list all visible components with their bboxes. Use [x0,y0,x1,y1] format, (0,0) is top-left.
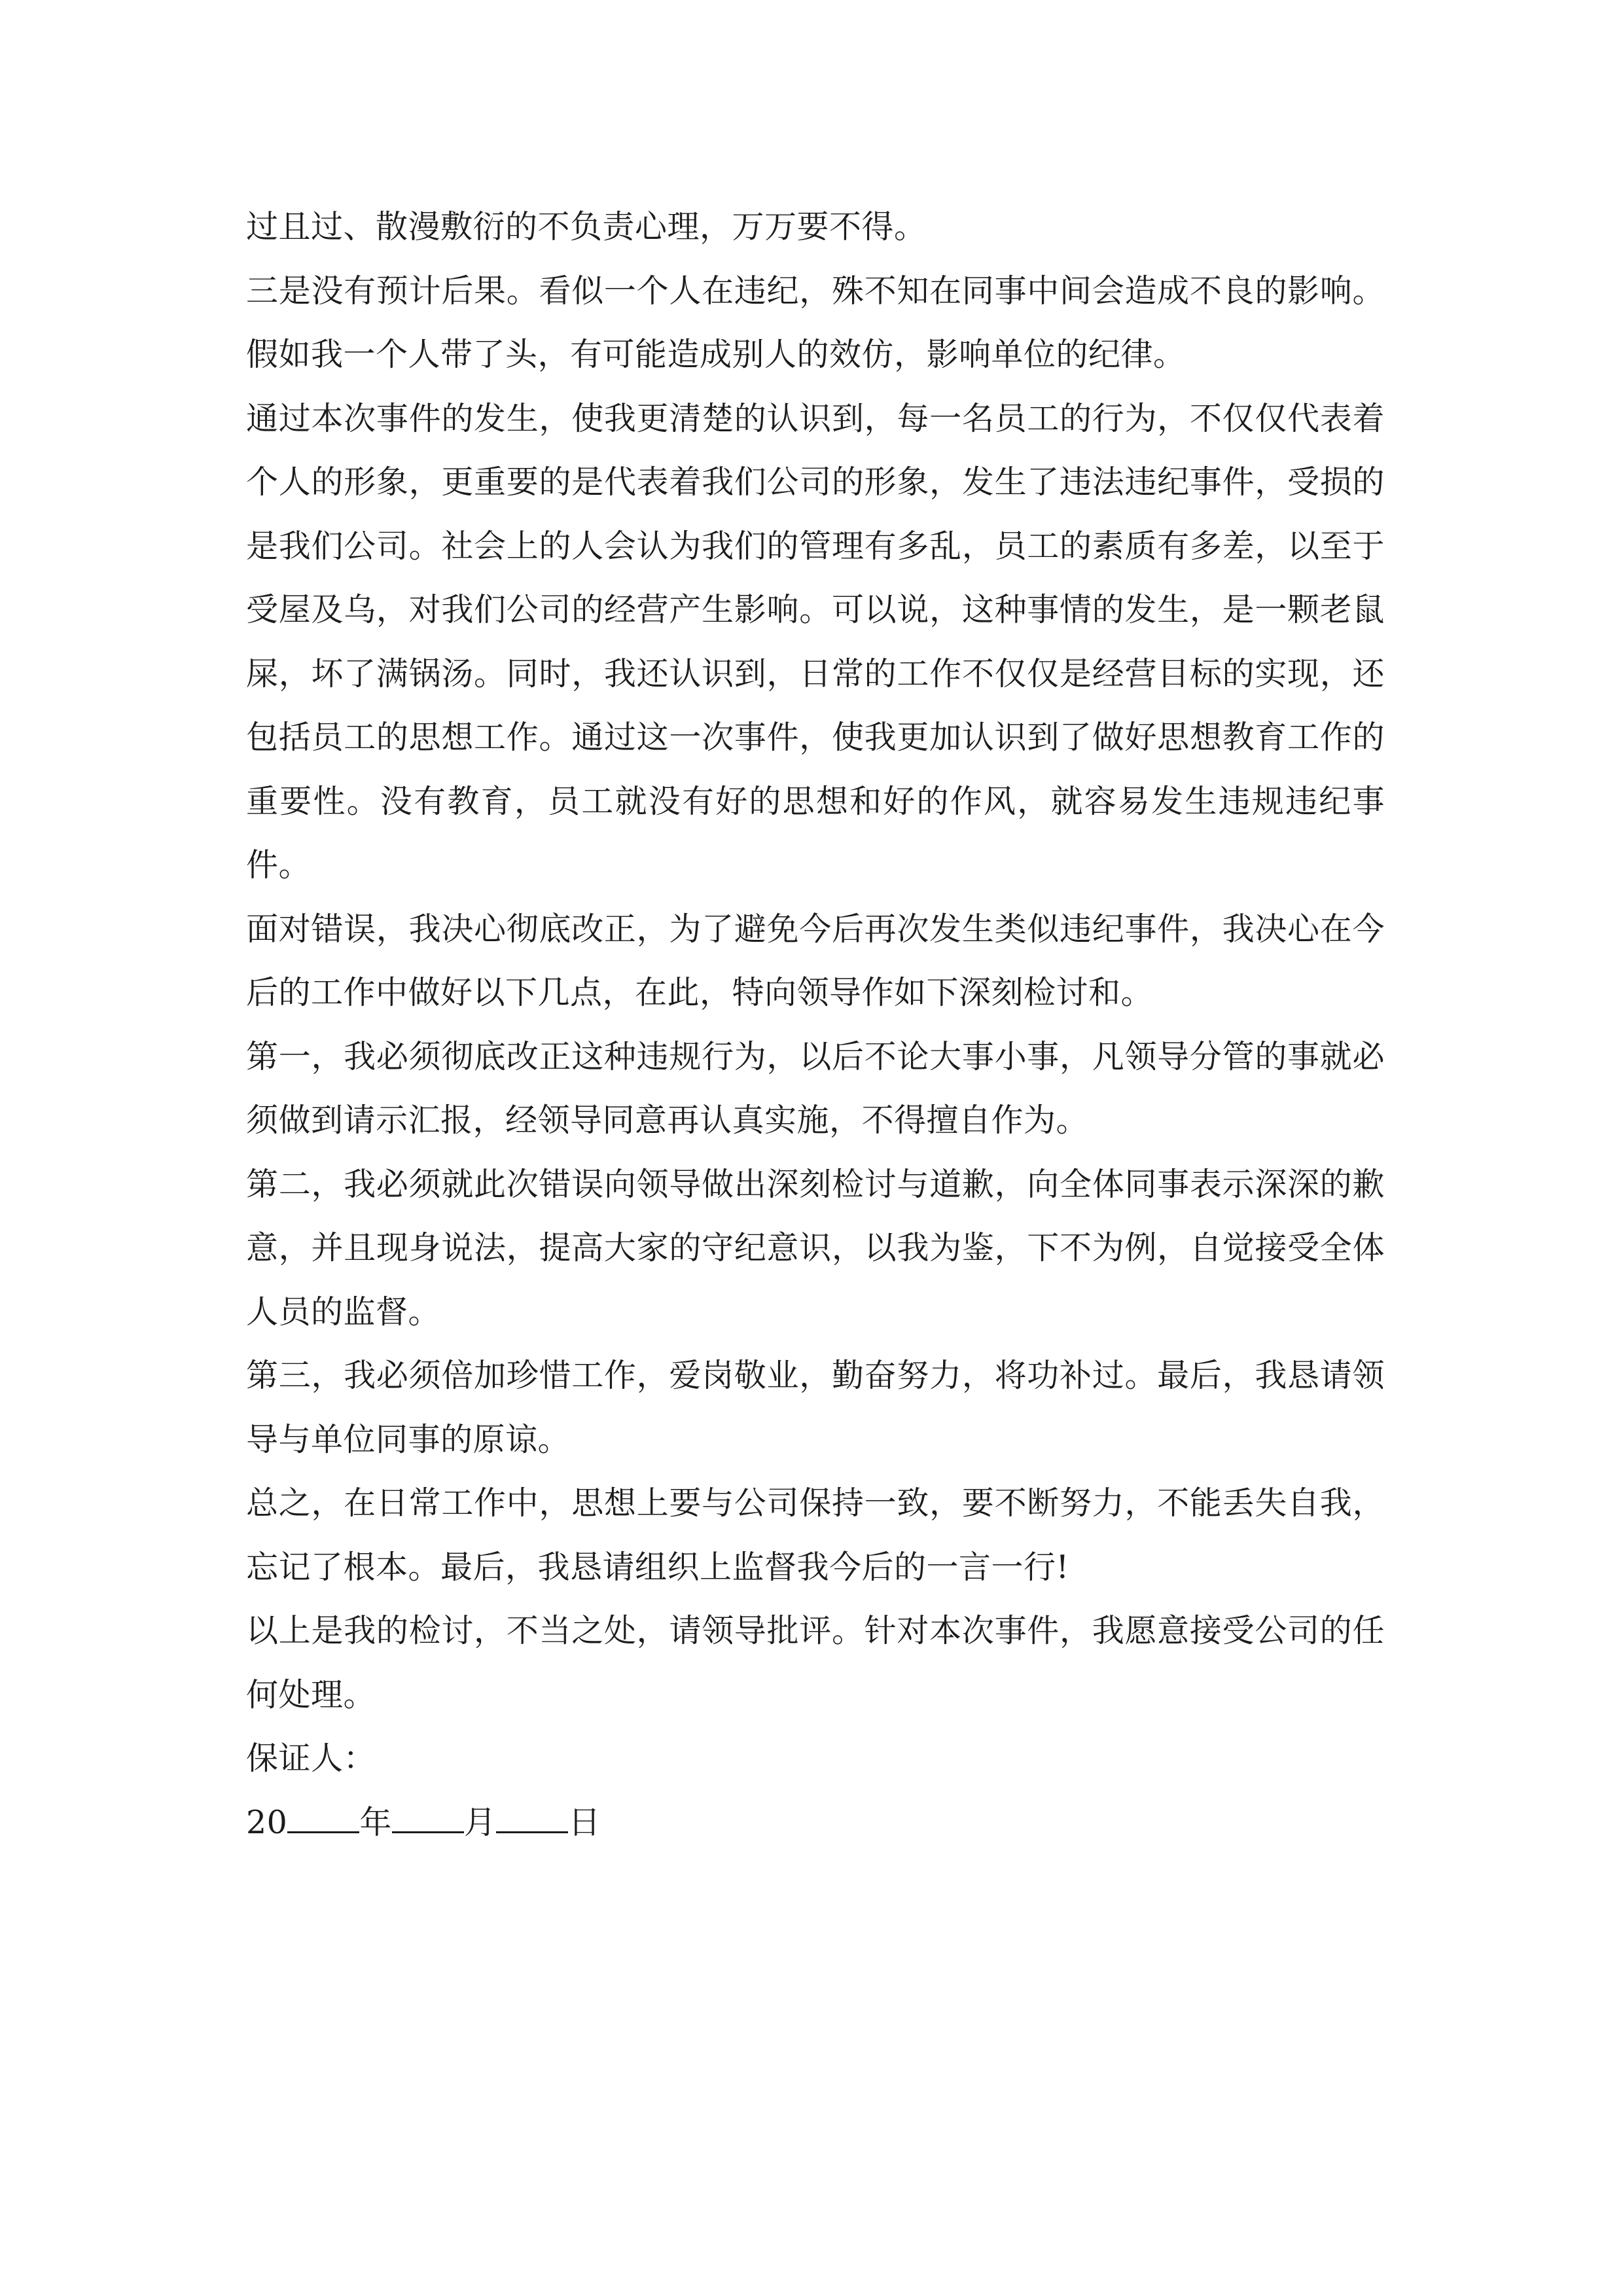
paragraph: 总之，在日常工作中，思想上要与公司保持一致，要不断努力，不能丢失自我，忘记了根本。最后，我恳请组织上监督我今后的一言一行! [246,1484,1385,1586]
paragraph: 面对错误，我决心彻底改正，为了避免今后再次发生类似违纪事件，我决心在今后的工作中做好以下几点，在此，特向领导作如下深刻检讨和。 [246,910,1385,1011]
paragraph: 以上是我的检讨，不当之处，请领导批评。针对本次事件，我愿意接受公司的任何处理。 [246,1612,1385,1713]
day-blank [496,1801,568,1833]
date-day-label: 日 [568,1803,601,1841]
year-blank [287,1801,359,1833]
date-prefix: 20 [246,1803,288,1841]
paragraph: 过且过、散漫敷衍的不负责心理，万万要不得。 [246,208,927,245]
paragraph: 通过本次事件的发生，使我更清楚的认识到，每一名员工的行为，不仅仅代表着个人的形象，更重要的是代表着我们公司的形象，发生了违法违纪事件，受损的是我们公司。社会上的人会认为我们的管理有多乱，员工的素质有多差，以至于受屋及乌，对我们公司的经营产生影响。可以说，这种事情的发生，是一颗老鼠屎，坏了满锅汤。同时，我还认识到，日常的工作不仅仅是经营目标的实现，还包括员工的思想工作。通过这一次事件，使我更加认识到了做好思想教育工作的重要性。没有教育，员工就没有好的思想和好的作风，就容易发生违规违纪事件。 [246,399,1385,884]
signature-label: 保证人： [246,1740,376,1777]
paragraph: 第三，我必须倍加珍惜工作，爱岗敬业，勤奋努力，将功补过。最后，我恳请领导与单位同事的原谅。 [246,1357,1385,1458]
date-year-label: 年 [359,1803,392,1841]
paragraph: 三是没有预计后果。看似一个人在违纪，殊不知在同事中间会造成不良的影响。假如我一个人带了头，有可能造成别人的效仿，影响单位的纪律。 [246,272,1385,373]
paragraph: 第二，我必须就此次错误向领导做出深刻检讨与道歉，向全体同事表示深深的歉意，并且现身说法，提高大家的守纪意识，以我为鉴，下不为例，自觉接受全体人员的监督。 [246,1165,1385,1331]
paragraph: 第一，我必须彻底改正这种违规行为，以后不论大事小事，凡领导分管的事就必须做到请示汇报，经领导同意再认真实施，不得擅自作为。 [246,1037,1385,1139]
date-month-label: 月 [463,1803,497,1841]
date-line [246,1791,1385,1855]
document-body [246,195,1385,1854]
month-blank [392,1801,464,1833]
